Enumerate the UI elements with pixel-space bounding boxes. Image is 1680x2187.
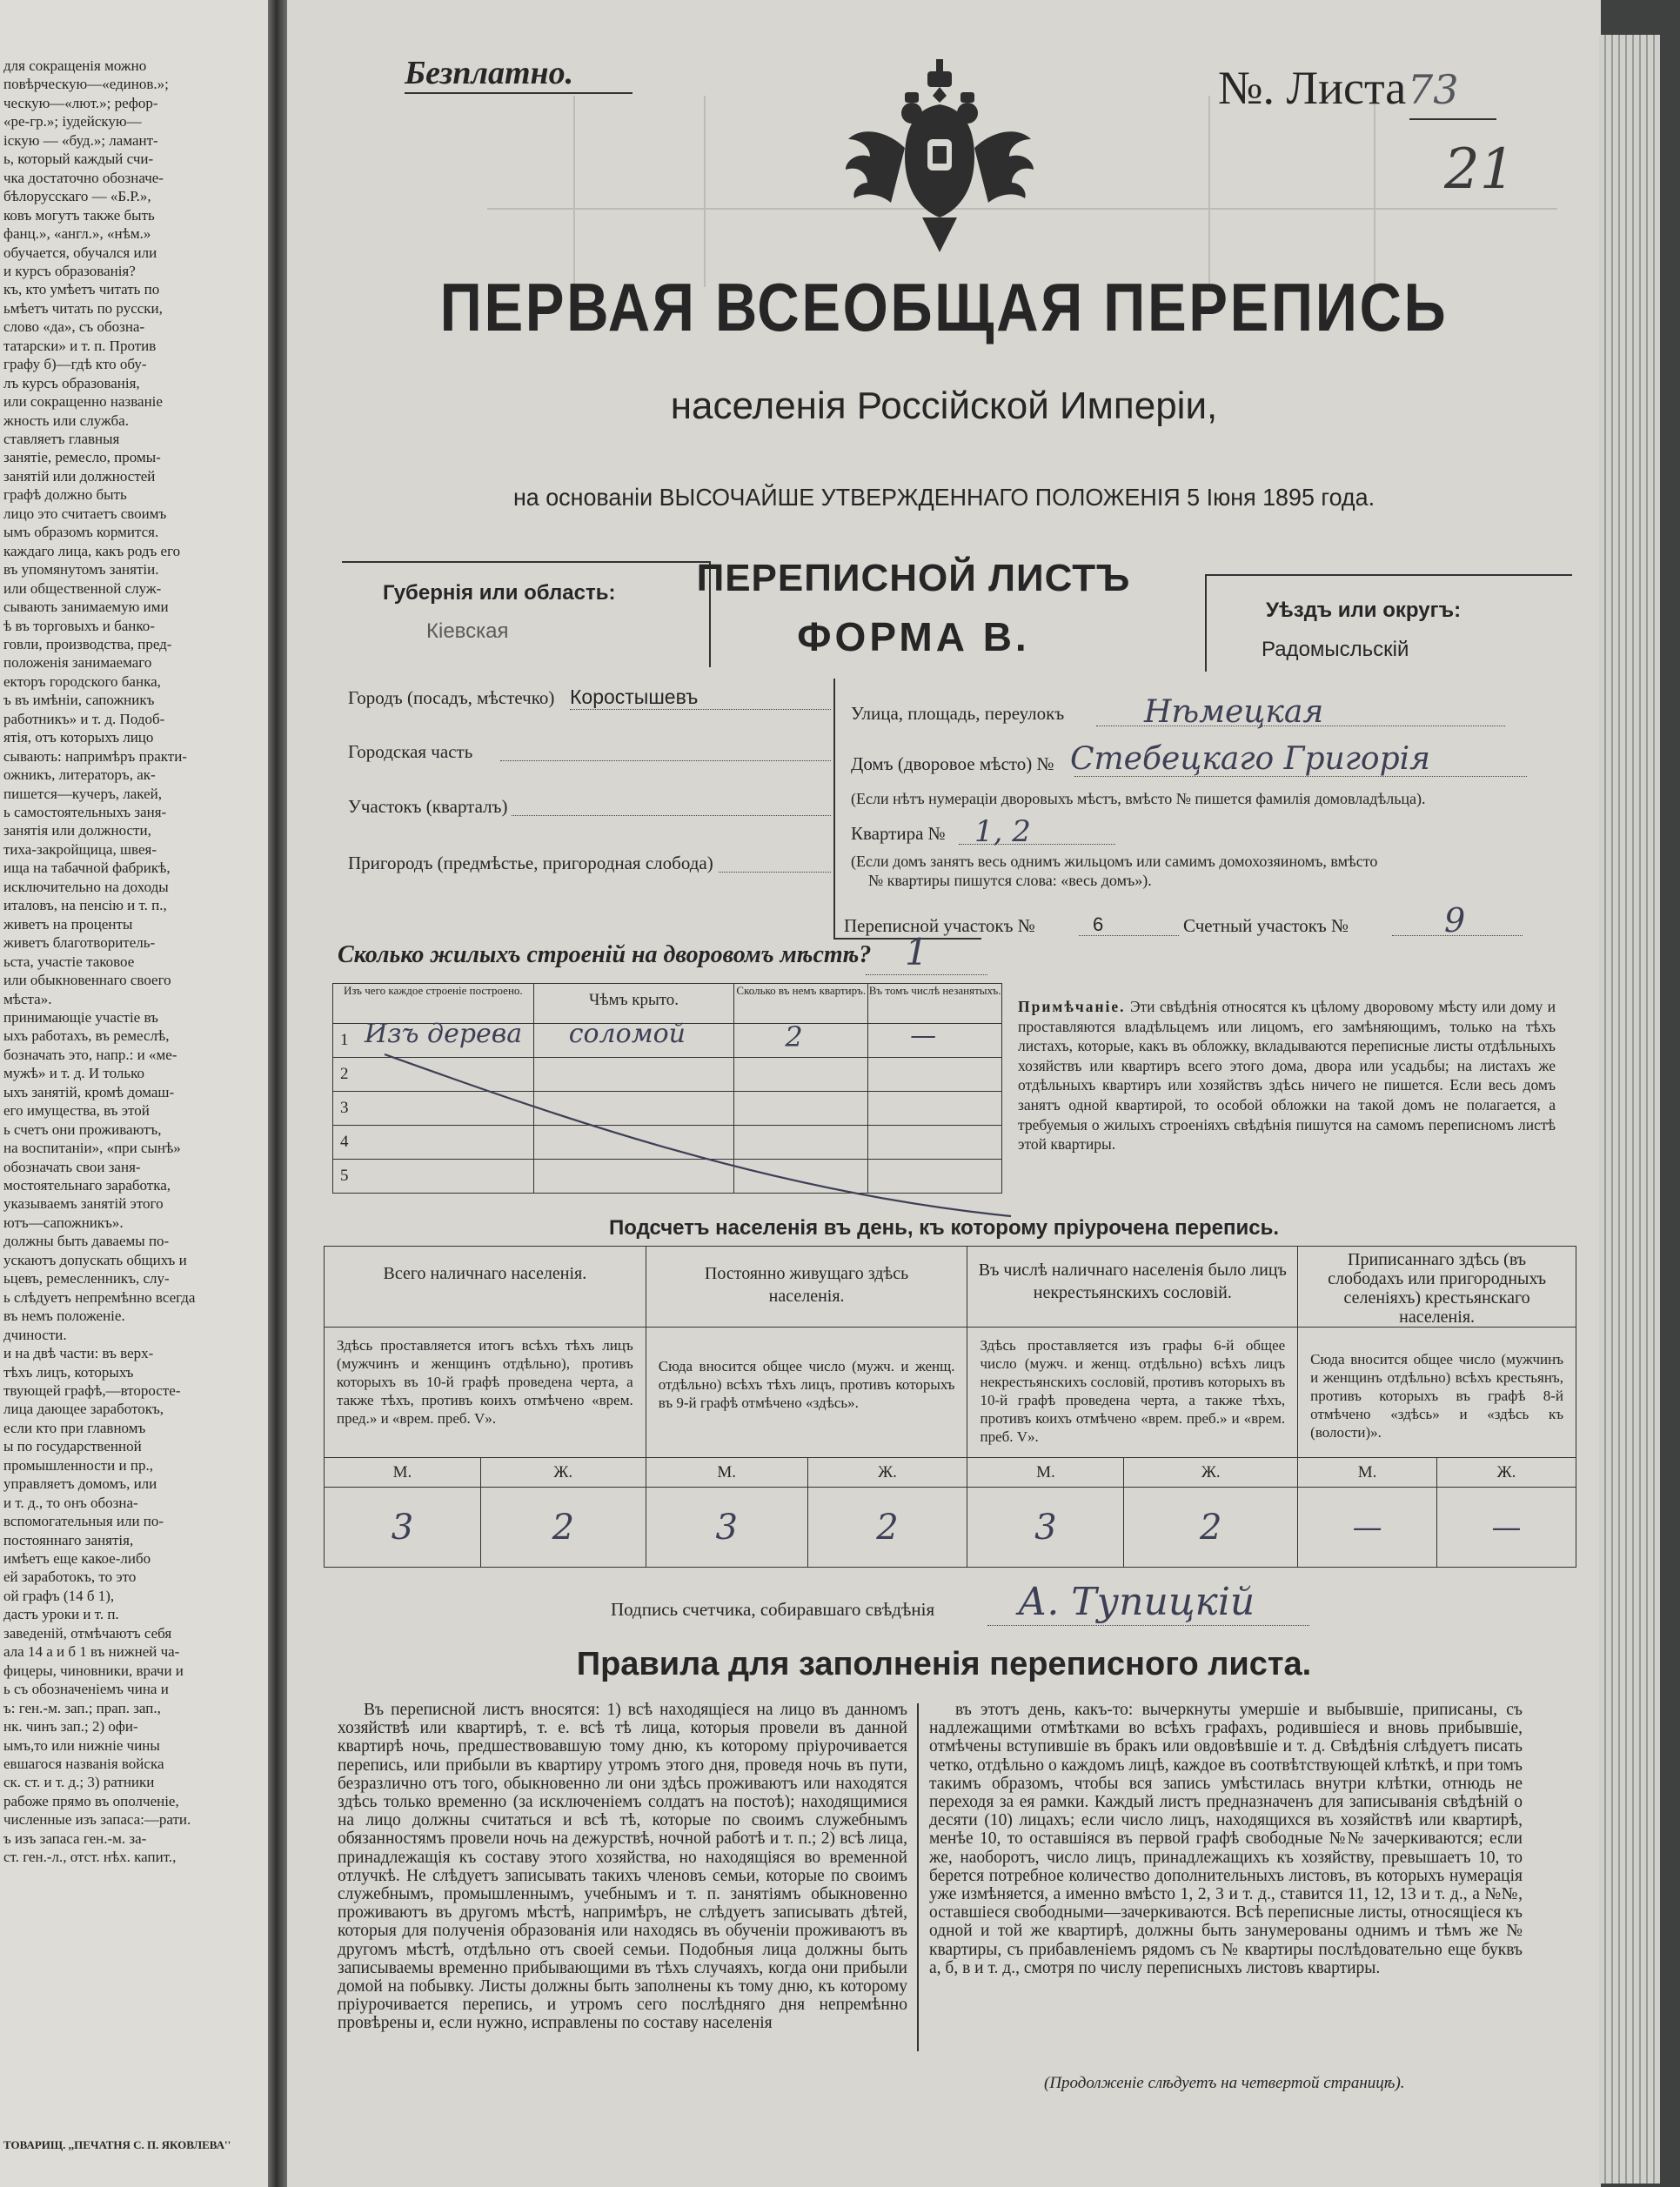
left-page-line: твующей графѣ,—второсте- — [3, 1381, 181, 1399]
left-page-line: ѣ въ торговыхъ и банко- — [3, 617, 155, 634]
left-page-line: или сокращенно названіе — [3, 393, 163, 411]
left-page-line: екторъ городского банка, — [3, 672, 161, 690]
left-page-line: и курсъ образованія? — [3, 262, 136, 279]
left-page-line: занятія или должности, — [3, 822, 151, 839]
left-page-line: ыхъ занятій, кромѣ домаш- — [3, 1083, 175, 1100]
left-page-line: заведеній, отмѣчаютъ себя — [3, 1624, 172, 1642]
left-page-line: ютъ—сапожникъ». — [3, 1214, 124, 1231]
left-page-line: пишется—кучеръ, лакей, — [3, 785, 162, 802]
stacked-sheet-edges — [1599, 35, 1660, 2184]
count-m-label: М. — [646, 1458, 807, 1488]
block-underline — [512, 815, 831, 816]
left-page-line: тѣхъ лицъ, которыхъ — [3, 1363, 134, 1381]
count-peasant-male: — — [1298, 1488, 1437, 1568]
count-m-label: М. — [1298, 1458, 1437, 1488]
free-of-charge-label: Безплатно. — [405, 55, 574, 91]
street-label: Улица, площадь, переулокъ — [851, 703, 1065, 724]
count-peasant-female: — — [1437, 1488, 1576, 1568]
count-nonpeasant-male: 3 — [967, 1488, 1124, 1568]
left-page-line: ъ въ имѣніи, сапожникъ — [3, 692, 155, 709]
left-page-line: его имущества, въ этой — [3, 1102, 150, 1120]
left-page-line: каждаго лица, какъ родъ его — [3, 542, 181, 559]
left-page-line: ст. ген.-л., отст. нѣх. капит., — [3, 1849, 177, 1866]
left-page-line: нк. чинъ зап.; 2) офи- — [3, 1718, 138, 1736]
count-total-male: 3 — [325, 1488, 481, 1568]
count-f-label: Ж. — [1124, 1458, 1298, 1488]
left-page-line: занятій или должностей — [3, 467, 156, 485]
count-permanent-female: 2 — [807, 1488, 967, 1568]
left-page-line: или обыкновеннаго своего — [3, 972, 171, 989]
row-number: 2 — [340, 1065, 349, 1083]
left-page-line: ск. ст. и т. д.; 3) ратники — [3, 1774, 155, 1791]
left-page-line: ьста, участіе таковое — [3, 953, 135, 970]
row-number: 4 — [340, 1133, 349, 1151]
province-box-top — [342, 561, 707, 563]
left-page-line: постояннаго занятія, — [3, 1531, 134, 1548]
house-underline — [1074, 776, 1527, 777]
left-page-line: бозначать это, напр.: и «ме- — [3, 1046, 177, 1063]
left-page-line: мужѣ» и т. д. И только — [3, 1065, 145, 1082]
buildings-header-material: Изъ чего каждое строеніе построено. — [333, 984, 534, 1024]
left-page-line: ь слѣдуетъ непремѣнно всегда — [3, 1288, 196, 1306]
suburb-label: Пригородъ (предмѣстье, пригородная слобода) — [348, 853, 713, 873]
count-f-label: Ж. — [1437, 1458, 1576, 1488]
left-page-line: вспомогательныя или по- — [3, 1513, 164, 1530]
left-page-line: положенія занимаемаго — [3, 654, 152, 672]
form-subtitle: ФОРМА В. — [797, 614, 1030, 659]
left-page-line: «ре-гр.»; іудейскую— — [3, 113, 142, 130]
province-value: Кіевская — [426, 619, 509, 643]
form-title: ПЕРЕПИСНОЙ ЛИСТЪ — [696, 557, 1131, 599]
dwellings-value: 1 — [905, 931, 928, 973]
left-page-line: ческую—«лют.»; рефор- — [3, 94, 158, 111]
census-sheet — [287, 0, 1601, 2187]
left-page-line: дчиности. — [3, 1326, 67, 1343]
apartment-label: Квартира № — [851, 823, 946, 844]
apartment-note-2: № квартиры пишутся слова: «весь домъ»). — [868, 872, 1152, 889]
left-page-line: живетъ на проценты — [3, 915, 133, 933]
rules-continue-note: (Продолженіе слѣдуетъ на четвертой страницѣ). — [1044, 2074, 1405, 2092]
count-f-label: Ж. — [480, 1458, 646, 1488]
count-header-total: Всего наличнаго населенія. — [325, 1247, 646, 1328]
sheet-number-underline — [1409, 118, 1496, 120]
left-page-line: рабоже прямо въ ополченіе, — [3, 1792, 179, 1809]
left-page-line: тиха-закройщица, швея- — [3, 840, 157, 858]
left-page-line: ь съ обозначеніемъ чина и — [3, 1681, 169, 1698]
left-page-line: италовъ, на пенсію и т. п., — [3, 897, 167, 914]
left-page-line: ускаютъ допускать общихъ и — [3, 1251, 187, 1268]
left-page-line: ымъ образомъ кормится. — [3, 524, 159, 541]
rules-left-text: Въ переписной листъ вносятся: 1) всѣ находящіеся на лицо въ данномъ хозяйствѣ или квартирѣ, т. е. всѣ тѣ лица, которыя провели въ данной квартирѣ ночь, предшествовавшую тому дню, къ которому пріурочивается перепись, или прибыли въ квартиру утромъ этого дня, проведя ночь въ пути, безразлично отъ того, обыкновенно ли они здѣсь проживаютъ или находятся здѣсь только временно (за исключеніемъ солдатъ на постоѣ); находящимися на лицо должны считаться и всѣ тѣ, которые по своимъ служебнымъ обязанностямъ провели ночь на дежурствѣ, ночной работѣ и т. п.; 2) всѣ лица, принадлежащія къ составу этого хозяйства, но находящіяся во временной отлучкѣ. Не слѣдуетъ записывать такихъ членовъ семьи, которые по своимъ служебнымъ, промышленнымъ, учебнымъ и т. п. занятіямъ обыкновенно проживаютъ въ другомъ мѣстѣ, напримѣръ, не слѣдуетъ записывать дѣтей, которыя для полученія образованія или находясь въ обученіи проживаютъ въ другомъ мѣстѣ, отдѣльно отъ своей семьи. Подобныя лица должны быть записываемы временно прибывающими въ тѣхъ случаяхъ, когда они прибыли домой на побывку. Листы должны быть заполнены къ тому дню, къ которому пріурочивается перепись, и утромъ сего послѣдняго дня непремѣнно провѣрены и, если нужно, исправлены по составу населенія — [338, 1701, 907, 2033]
count-header-peasant: Приписаннаго здѣсь (въ слободахъ или пригородныхъ селеніяхъ) крестьянскаго населенія. — [1298, 1247, 1576, 1328]
left-page-line: повѣрческую—«единов.»; — [3, 76, 169, 93]
building-apartments: 2 — [785, 1020, 803, 1053]
left-page-line: занятіе, ремесло, промы- — [3, 449, 161, 466]
note-block — [1018, 997, 1556, 1154]
town-underline — [570, 709, 831, 710]
left-page-line: ставляетъ главныя — [3, 431, 120, 447]
count-desc-peasant: Сюда вносится общее число (мужчинъ и женщинъ отдѣльно) всѣхъ крестьянъ, противъ которыхъ въ графѣ 8-й отмѣчено «здѣсь» и «здѣсь къ (волости)». — [1298, 1328, 1576, 1458]
province-label: Губернія или область: — [383, 581, 616, 605]
left-page-line: фицеры, чиновники, врачи и — [3, 1662, 184, 1679]
left-page-line: евшагося названія войска — [3, 1755, 164, 1772]
signature-value: А. Тупицкій — [1018, 1580, 1255, 1624]
left-page-line: говли, производства, пред- — [3, 635, 172, 652]
left-page-line: лъ курсъ образованія, — [3, 374, 140, 391]
census-subtitle: населенія Россійской Имперіи, — [670, 385, 1218, 427]
row-number: 5 — [340, 1167, 349, 1185]
left-page-line: въ упомянутомъ занятіи. — [3, 561, 159, 579]
count-desc-nonpeasant: Здѣсь проставляется изъ графы 6-й общее число (мужч. и женщ. отдѣльно) всѣхъ лицъ некрестьянскихъ сословій, противъ которыхъ въ 10-й графѣ проведена черта, а также тѣхъ, противъ коихъ отмѣчено «врем. преб.» и «врем. преб. V». — [967, 1328, 1298, 1458]
left-page-line: имѣетъ еще какое-либо — [3, 1550, 151, 1567]
suburb-underline — [719, 872, 831, 873]
left-page-line: и на двѣ части: въ верх- — [3, 1345, 154, 1362]
left-page-line: ьцевъ, ремесленникъ, слу- — [3, 1270, 170, 1287]
district-label: Уѣздъ или округъ: — [1266, 599, 1462, 622]
block-label: Участокъ (кварталъ) — [348, 796, 508, 817]
left-page-line: если кто при главномъ — [3, 1419, 146, 1436]
left-page-line: ей заработокъ, то это — [3, 1568, 137, 1586]
apartment-value: 1, 2 — [974, 814, 1031, 849]
left-page-line: ковъ могутъ также быть — [3, 206, 155, 224]
left-page-line: сывають занимаемую ими — [3, 599, 169, 616]
left-page-line: ыхъ работахъ, въ ремеслѣ, — [3, 1027, 170, 1045]
left-page-line: ы по государственной — [3, 1438, 142, 1455]
count-nonpeasant-female: 2 — [1124, 1488, 1298, 1568]
rules-right-column — [929, 1701, 1523, 1977]
buildings-header-apartments: Сколько въ немъ квартиръ. — [734, 984, 868, 1024]
address-divider — [833, 679, 835, 940]
left-page-line: татарски» и т. п. Против — [3, 337, 157, 354]
left-page-line: чка достаточно обозначе- — [3, 169, 164, 186]
left-page-line: и т. д., то онъ обозна- — [3, 1494, 138, 1511]
left-page-line: указываемъ занятій этого — [3, 1195, 164, 1213]
city-part-label: Городская часть — [348, 741, 473, 762]
left-page-line: должны быть даваемы по- — [3, 1233, 170, 1250]
left-page-line: ь, который каждый счи- — [3, 150, 154, 168]
left-page-line: численные изъ запаса:—рати. — [3, 1811, 191, 1829]
rules-column-divider — [917, 1703, 919, 2051]
count-permanent-male: 3 — [646, 1488, 807, 1568]
left-page-line: работникъ» и т. д. Подоб- — [3, 710, 165, 727]
count-m-label: М. — [967, 1458, 1124, 1488]
house-note: (Если нѣтъ нумераціи дворовыхъ мѣстъ, вмѣсто № пишется фамилія домовладѣльца). — [851, 790, 1426, 807]
rules-left-column — [338, 1701, 907, 2033]
count-header-permanent: Постоянно живущаго здѣсь населенія. — [646, 1247, 967, 1328]
census-basis: на основаніи ВЫСОЧАЙШЕ УТВЕРЖДЕННАГО ПОЛОЖЕНІЯ 5 Іюня 1895 года. — [512, 484, 1375, 511]
count-desc-total: Здѣсь проставляется итогъ всѣхъ тѣхъ лицъ (мужчинъ и женщинъ отдѣльно), противъ которыхъ въ 10-й графѣ проведена черта, а также тѣхъ, противъ коихъ отмѣчено «врем. пред.» и «врем. преб. V». — [325, 1328, 646, 1458]
left-page-line: обозначать свои заня- — [3, 1158, 141, 1175]
left-page-line: сывають: напримѣръ практи- — [3, 747, 187, 765]
left-page-line: мѣста». — [3, 990, 52, 1007]
left-page-line: бѣлорусскаго — «Б.Р.», — [3, 188, 151, 205]
left-page-line: обучается, обучался или — [3, 244, 157, 261]
count-title: Подсчетъ населенія въ день, къ которому пріурочена перепись. — [609, 1216, 1279, 1240]
left-page-line: промышленности и пр., — [3, 1456, 153, 1474]
left-page-line: ятія, отъ которыхъ лицо — [3, 729, 154, 746]
left-page-line: ища на табачной фабрикѣ, — [3, 859, 171, 877]
left-page-line: въ немъ положеніе. — [3, 1308, 125, 1325]
house-value: Стебецкаго Григорія — [1070, 741, 1430, 777]
house-label: Домъ (дворовое мѣсто) № — [851, 753, 1054, 774]
left-page-line: къ, кто умѣетъ читать по — [3, 281, 160, 298]
left-page-line: или общественной служ- — [3, 579, 162, 597]
left-page-line: дастъ уроки и т. п. — [3, 1606, 119, 1623]
row-number: 1 — [340, 1031, 349, 1049]
building-vacant: — — [910, 1020, 937, 1051]
corner-archive-mark: 21 — [1444, 137, 1516, 202]
left-page-line: ь счетъ они проживаютъ, — [3, 1120, 162, 1138]
buildings-header-roof: Чѣмъ крыто. — [533, 984, 734, 1024]
apartment-underline — [959, 844, 1115, 845]
left-page-line: живетъ благотворитель- — [3, 934, 156, 952]
rules-title: Правила для заполненія переписного листа. — [576, 1646, 1312, 1682]
left-page-line: лица дающее заработокъ, — [3, 1401, 164, 1418]
left-page-line: исключительно на доходы — [3, 878, 169, 895]
district-value: Радомысльскій — [1262, 638, 1409, 661]
left-page-line: ъ: ген.-м. зап.; прап. зап., — [3, 1699, 161, 1716]
left-page-line: ьмѣетъ читать по русски, — [3, 299, 163, 317]
book-gutter — [268, 0, 289, 2187]
city-part-underline — [500, 760, 831, 761]
left-page-line: графу б)—гдѣ кто обу- — [3, 356, 147, 373]
left-page-line: ымъ,то или нижніе чины — [3, 1736, 160, 1754]
signature-label: Подпись счетчика, собиравшаго свѣдѣнія — [611, 1599, 935, 1620]
free-label-underline — [405, 92, 633, 94]
left-page-line: іскую — «буд.»; ламант- — [3, 131, 158, 149]
count-header-nonpeasant: Въ числѣ наличнаго населенія было лицъ некрестьянскихъ сословій. — [967, 1247, 1298, 1328]
left-page-line: ой графъ (14 б 1), — [3, 1587, 115, 1604]
left-page-line: жность или служба. — [3, 411, 129, 429]
population-count-table — [324, 1246, 1576, 1568]
census-district-value: 6 — [1093, 913, 1104, 935]
count-total-female: 2 — [480, 1488, 646, 1568]
count-district-label: Счетный участокъ № — [1183, 915, 1349, 936]
left-page-line: ъ изъ запаса ген.-м. за- — [3, 1829, 147, 1847]
signature-underline — [987, 1625, 1309, 1626]
left-page-line: лицо это считаетъ своимъ — [3, 505, 167, 522]
apartment-note-1: (Если домъ занятъ весь однимъ жильцомъ или самимъ домохозяиномъ, вмѣсто — [851, 853, 1378, 870]
census-district-underline — [1079, 935, 1179, 936]
left-page-line: слово «да», съ обозна- — [3, 318, 145, 336]
left-page-line: мостоятельнаго заработка, — [3, 1177, 171, 1194]
left-page-line: управляетъ домомъ, или — [3, 1475, 157, 1493]
census-title: ПЕРВАЯ ВСЕОБЩАЯ ПЕРЕПИСЬ — [439, 269, 1449, 345]
left-page-line: фанц.», «англ.», «нѣм.» — [3, 225, 151, 243]
left-page-line: ала 14 а и б 1 въ нижней ча- — [3, 1643, 180, 1661]
dwellings-label: Сколько жилыхъ строеній на дворовомъ мѣстѣ? — [338, 941, 872, 968]
note-title: Примѣчаніе. — [1018, 998, 1126, 1015]
town-value: Коростышевъ — [570, 686, 699, 708]
count-district-underline — [1392, 935, 1523, 936]
row-number: 3 — [340, 1099, 349, 1117]
left-page-line: графѣ должно быть — [3, 486, 127, 504]
left-page-line: для сокращенія можно — [3, 57, 147, 74]
note-text: Эти свѣдѣнія относятся къ цѣлому дворовому мѣсту или дому и проставляются владѣльцемъ или лицомъ, его замѣняющимъ, только на тѣхъ листахъ, которые, какъ въ обложку, вкладываются переписные листы отдѣльныхъ хозяйствъ или квартиръ всего этого дома, двора или усадьбы; на листахъ же отдѣльныхъ квартиръ или хозяйствъ здѣсь ничего не пишется. Если весь домъ занятъ одной квартирой, то особой обложки на такой домъ не полагается, а требуемыя о жилыхъ строеніяхъ свѣдѣнія пишутся на самомъ переписномъ листѣ этой квартиры. — [1018, 998, 1556, 1154]
left-page-line: ь самостоятельныхъ заня- — [3, 804, 167, 820]
province-box — [344, 561, 711, 667]
left-page-printer: ТОВАРИЩ. ,,ПЕЧАТНЯ С. П. ЯКОВЛЕВА'' — [3, 2138, 231, 2151]
street-value: Нѣмецкая — [1144, 694, 1324, 730]
buildings-header-vacant: Въ томъ числѣ незанятыхъ. — [868, 984, 1002, 1024]
dwellings-underline — [866, 974, 987, 975]
building-material: Изъ дерева — [365, 1019, 523, 1049]
building-roof: соломой — [568, 1019, 686, 1049]
count-m-label: М. — [325, 1458, 481, 1488]
left-page-line: ожникъ, литераторъ, ак- — [3, 766, 156, 784]
strike-through-stroke — [332, 983, 1028, 1244]
imperial-eagle-emblem — [844, 52, 1035, 261]
previous-page-strip — [0, 0, 270, 2187]
census-district-label: Переписной участокъ № — [844, 915, 1035, 936]
left-page-line: на воспитаніи», «при сынѣ» — [3, 1140, 181, 1157]
sheet-number-value: 73 — [1408, 66, 1459, 113]
sheet-number-label: №. Листа — [1218, 62, 1407, 114]
town-label: Городъ (посадъ, мѣстечко) — [348, 687, 555, 708]
count-district-value: 9 — [1444, 901, 1466, 940]
rules-right-text: въ этотъ день, какъ-то: вычеркнуты умершіе и выбывшіе, приписаны, съ надлежащими отмѣтками во всѣхъ графахъ, родившіеся и вновь прибывшіе, отмѣчены вступившіе въ бракъ или овдовѣвшіе и т. д. Свѣдѣнія слѣдуетъ писать четко, отдѣльно о каждомъ лицѣ, каждое въ соотвѣтствующей клѣткѣ, и при томъ такимъ образомъ, чтобы вся запись умѣстилась внутри клѣтки, отнюдь не переходя за ея рамки. Каждый листъ предназначенъ для записыванія свѣдѣній о десяти (10) лицахъ; если число лицъ, находящихся въ хозяйствѣ или квартирѣ, менѣе 10, то оставшіяся въ первой графѣ свободные №№ зачеркиваются; если же, наоборотъ, число лицъ, принадлежащихъ къ хозяйству, превышаетъ 10, то берется потребное количество дополнительныхъ листовъ, въ которыхъ нумерація уже измѣняется, а именно вмѣсто 1, 2, 3 и т. д., ставится 11, 12, 13 и т. д., а №№, оставшіеся свободными—зачеркиваются. Всѣ переписные листы, относящіеся къ одной и той же квартирѣ, должны быть занумерованы однимъ и тѣмъ же № квартиры, съ прибавленіемъ рядомъ съ № квартиры послѣдовательно еще буквъ а, б, в и т. д., смотря по числу переписныхъ листовъ квартиры. — [929, 1701, 1523, 1977]
count-f-label: Ж. — [807, 1458, 967, 1488]
left-page-line: принимающіе участіе въ — [3, 1008, 158, 1026]
count-desc-permanent: Сюда вносится общее число (мужч. и женщ. отдѣльно) всѣхъ тѣхъ лицъ, противъ которыхъ въ 9-й графѣ отмѣчено «здѣсь». — [646, 1328, 967, 1458]
